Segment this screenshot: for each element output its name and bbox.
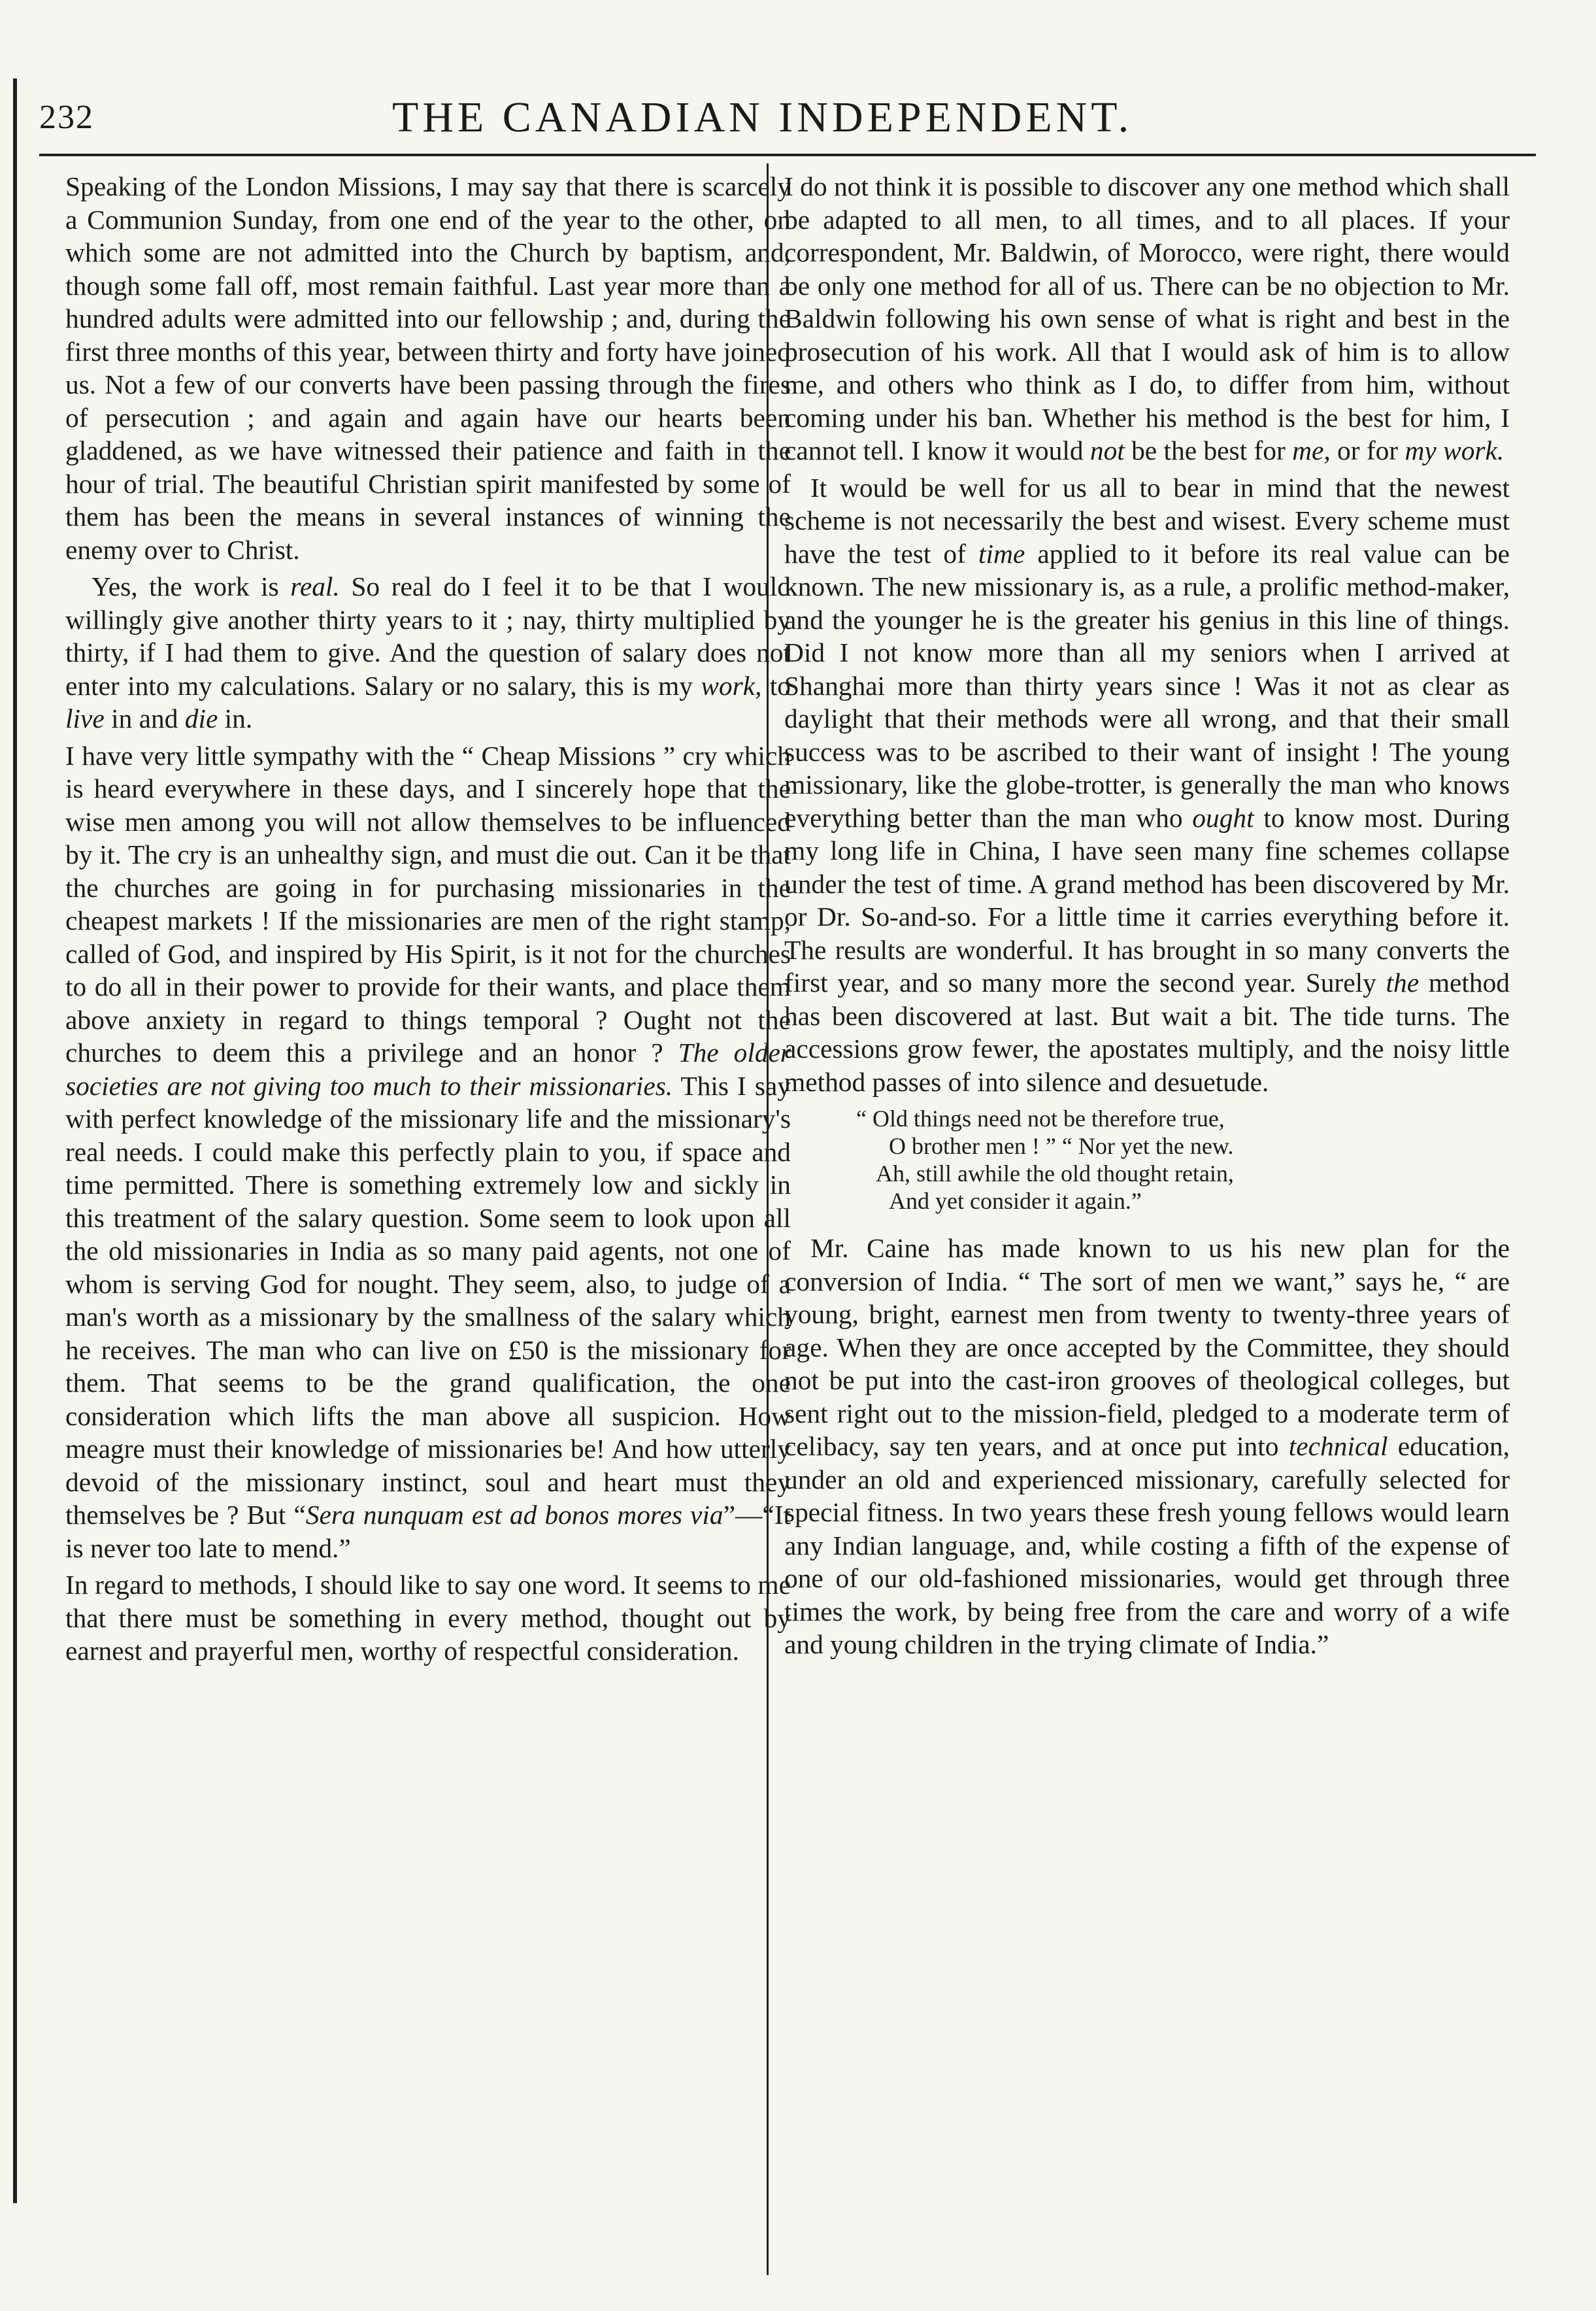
paragraph-method-adaptation: I do not think it is possible to discover any one method which shall be adapted to all men, to all times, and to all places. If your correspondent, Mr. Baldwin, of Morocco, were right, there would be only one method for all of us. There can be no objection to Mr. Baldwin following his own sense of what is right and best in the prosecution of his work. All that I would ask of him is to allow me, and others who think as I do, to differ from him, without coming under his ban. Whether his method is the best for him, I cannot tell. I know it would not be the best for me, or for my work. [784,171,1510,465]
page-number: 232 [39,99,94,136]
poem-line: Ah, still awhile the old thought retain, [876,1160,1234,1187]
paragraph-work-is-real: Yes, the work is real. So real do I feel it to be that I would willingly give another thirty years to it ; nay, thirty multiplied by thirty, if I had them to give. And the question of salary does not enter into my calculations. Salary or no salary, this is my work, to live in and die in. [65,571,791,734]
poem-line: “ Old things need not be therefore true, [856,1105,1225,1132]
page [26,72,1549,2282]
header-rule [39,154,1536,156]
paragraph-cheap-missions: I have very little sympathy with the “ Cheap Missions ” cry which is heard everywhere in these days, and I sincerely hope that the wise men among you will not allow themselves to be influenced by it. The cry is an unhealthy sign, and must die out. Can it be that the churches are going in for purchasing missionaries in the cheapest markets ! If the missionaries are men of the right stamp, called of God, and inspired by His Spirit, is it not for the churches to do all in their power to provide for their wants, and place them above anxiety in regard to things temporal ? Ought not the churches to deem this a privilege and an honor ? The older societies are not giving too much to their missionaries. This I say with perfect knowledge of the missionary life and the missionary's real needs. I could make this perfectly plain to you, if space and time permitted. There is something extremely low and sickly in this treatment of the salary question. Some seem to look upon all the old missionaries in India as so many paid agents, not one of whom is serving God for nought. They seem, also, to judge of a man's worth as a missionary by the smallness of the salary which he receives. The man who can live on £50 is the missionary for them. That seems to be the grand qualification, the one consideration which lifts the man above all suspicion. How meagre must their knowledge of missionaries be! And how utterly devoid of the missionary instinct, soul and heart must they themselves be ? But “Sera nunquam est ad bonos mores via”—“It is never too late to mend.” [65,740,791,1563]
paragraph-london-missions: Speaking of the London Missions, I may say that there is scarcely a Communion Sunday, from one end of the year to the other, on which some are not admitted into the Church by baptism, and, though some fall off, most remain faithful. Last year more than a hundred adults were admitted into our fellowship ; and, during the first three months of this year, between thirty and forty have joined us. Not a few of our converts have been passing through the fires of persecution ; and again and again have our hearts been gladdened, as we have witnessed their patience and faith in the hour of trial. The beautiful Christian spirit manifested by some of them has been the means in several instances of winning the enemy over to Christ. [65,171,791,565]
paragraph-mr-caine-plan: Mr. Caine has made known to us his new plan for the conversion of India. “ The sort of men we want,” says he, “ are young, bright, earnest men from twenty to twenty-three years of age. When they are once accepted by the Committee, they should not be put into the cast-iron grooves of theological colleges, but sent right out to the mission-field, pledged to a moderate term of celibacy, say ten years, and at once put into technical education, under an old and experienced missionary, carefully selected for special fitness. In two years these fresh young fellows would learn any Indian language, and, while costing a fifth of the expense of one of our old-fashioned missionaries, would get through three times the work, by being free from the care and worry of a wife and young children in the trying climate of India.” [784,1233,1510,1659]
journal-title: THE CANADIAN INDEPENDENT. [392,93,1133,141]
poem-line: O brother men ! ” “ Nor yet the new. [889,1133,1234,1159]
running-head [26,72,1549,150]
poem-quotation [784,1105,1510,1215]
page-margin-rule [13,78,17,2203]
paragraph-methods: In regard to methods, I should like to say one word. It seems to me that there must be something in every method, thought out by earnest and prayerful men, worthy of respectful consideration. [65,1570,791,1666]
poem-line: And yet consider it again.” [889,1188,1142,1214]
left-column [65,170,791,1672]
paragraph-newest-scheme: It would be well for us all to bear in mind that the newest scheme is not necessarily the best and wisest. Every scheme must have the test of time applied to it before its real value can be known. The new missionary is, as a rule, a prolific method-maker, and the younger he is the greater his genius in this line of things. Did I not know more than all my seniors when I arrived at Shanghai more than thirty years since ! Was it not as clear as daylight that their methods were all wrong, and that their small success was to be ascribed to their want of insight ! The young missionary, like the globe-trotter, is generally the man who knows everything better than the man who ought to know most. During my long life in China, I have seen many fine schemes collapse under the test of time. A grand method has been discovered by Mr. or Dr. So-and-so. For a little time it carries everything before it. The results are wonderful. It has brought in so many converts the first year, and so many more the second year. Surely the method has been discovered at last. But wait a bit. The tide turns. The accessions grow fewer, the apostates multiply, and the noisy little method passes of into silence and desuetude. [784,472,1510,1097]
right-column [784,170,1510,1665]
